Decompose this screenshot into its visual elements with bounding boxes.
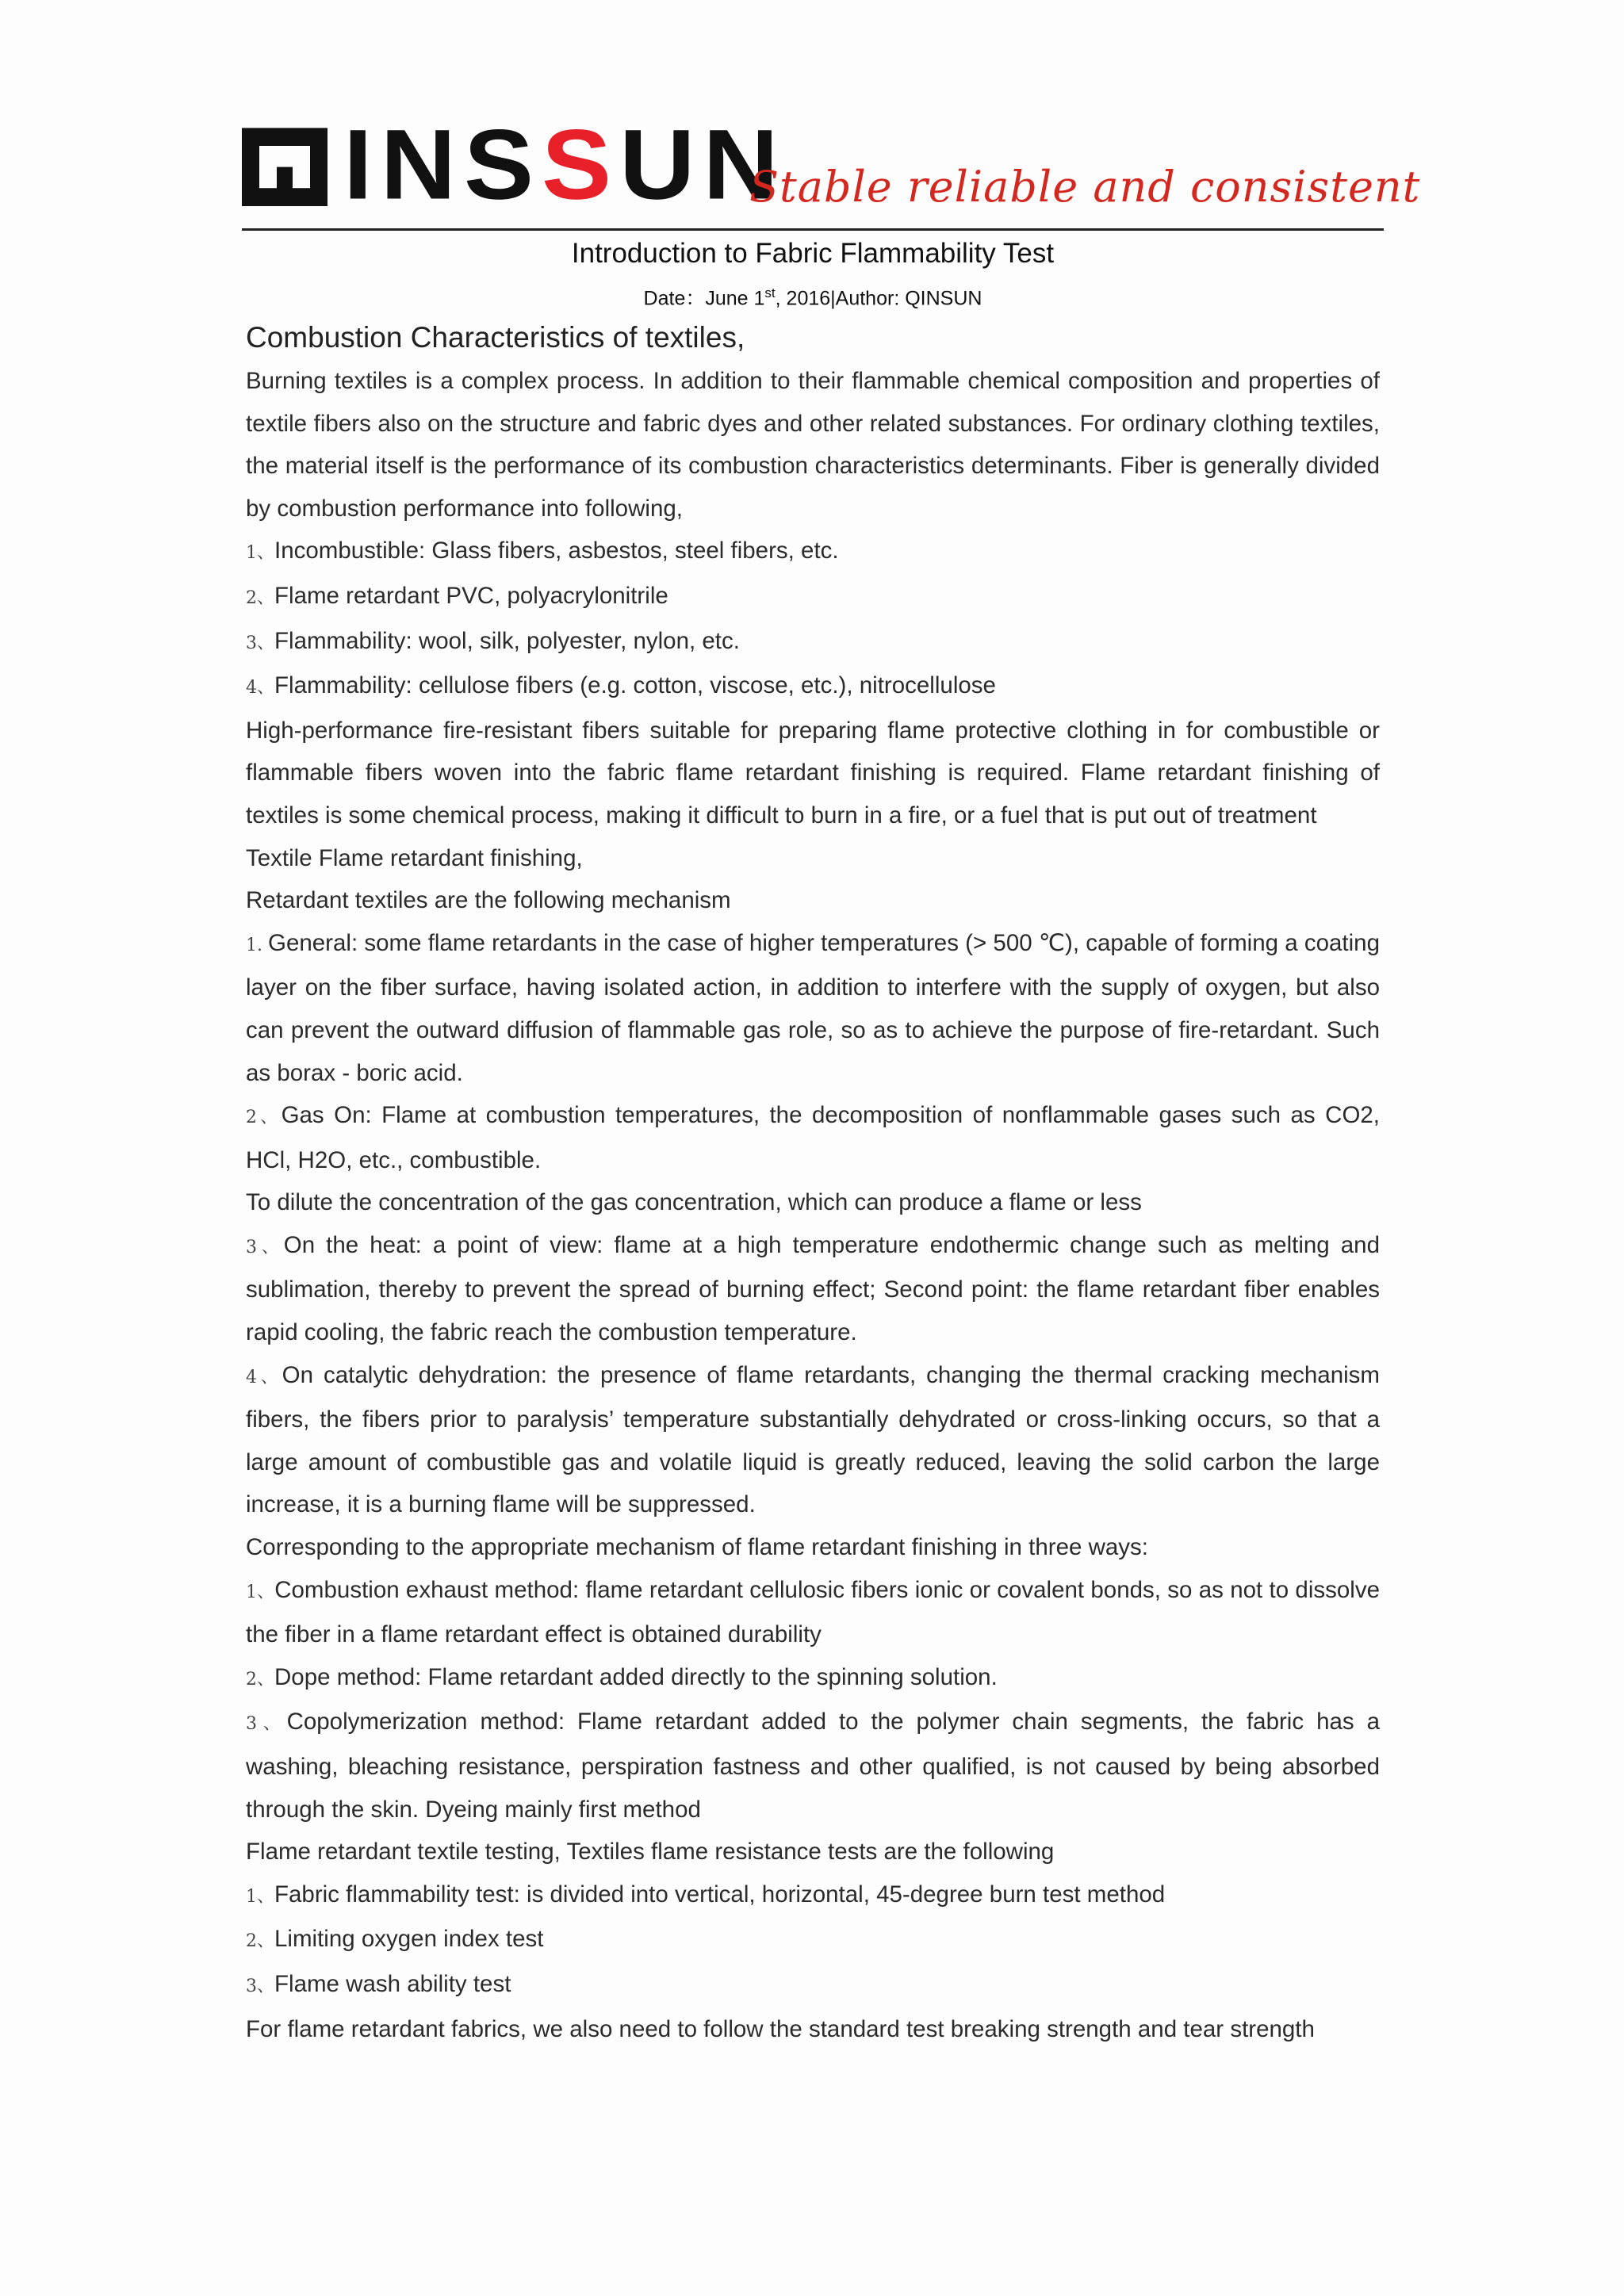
list-number: 2、 bbox=[246, 1669, 274, 1689]
paragraph-text: Burning textiles is a complex process. In addition to their flammable chemical composition and properties of textile fibers also on the structure and fabric dyes and other related substances. For ordinary clothing textiles, the material itself is the performance of its combustion characteristics determinants. Fiber is generally divided by combustion performance into following, bbox=[246, 368, 1380, 522]
list-number: 1、 bbox=[246, 1886, 274, 1907]
paragraph-text: Combustion exhaust method: flame retardant cellulosic fibers ionic or covalent bonds, so as not to dissolve the fiber in a flame retardant effect is obtained durability bbox=[246, 1576, 1380, 1648]
body-paragraph bbox=[246, 1526, 1380, 1569]
body-paragraph bbox=[246, 360, 1380, 530]
meta-author: , 2016|Author: QINSUN bbox=[775, 287, 982, 310]
page-header bbox=[242, 109, 1421, 222]
body-paragraph bbox=[246, 837, 1380, 880]
list-number: 1、 bbox=[246, 1582, 275, 1602]
paragraph-text: Copolymerization method: Flame retardant added to the polymer chain segments, the fabric has a washing, bleaching resistance, perspiration fastness and other qualified, is not caused by being absorbed through the skin. Dyeing mainly first method bbox=[246, 1709, 1381, 1823]
document-title: Introduction to Fabric Flammability Test bbox=[571, 238, 1055, 269]
paragraph-text: General: some flame retardants in the case of higher temperatures (> 500 ℃), capable of forming a coating layer on the fiber surface, having isolated action, in addition to interfere with the supply of oxygen, but also can prevent the outward diffusion of flammable gas role, so as to achieve the purpose of fire-retardant. Such as borax - boric acid. bbox=[246, 929, 1380, 1086]
list-number: 2、 bbox=[246, 587, 274, 608]
logo-text-2: UN bbox=[619, 109, 787, 220]
list-number: 1、 bbox=[246, 543, 274, 564]
meta-date: Date：June 1 bbox=[643, 287, 765, 310]
paragraph-text: Flammability: wool, silk, polyester, nylon, etc. bbox=[274, 627, 740, 654]
body-paragraph bbox=[246, 1354, 1380, 1526]
body-paragraph bbox=[246, 1831, 1380, 1873]
paragraph-text: Flammability: cellulose fibers (e.g. cotton, viscose, etc.), nitrocellulose bbox=[274, 672, 996, 699]
body-paragraph bbox=[246, 1224, 1380, 1354]
logo-text-1: INS bbox=[343, 109, 542, 220]
body-paragraph bbox=[246, 710, 1380, 837]
list-number: 3、 bbox=[246, 1714, 287, 1735]
paragraph-text: Corresponding to the appropriate mechanism of flame retardant finishing in three ways: bbox=[246, 1534, 1148, 1561]
body-paragraph bbox=[246, 879, 1380, 922]
body-paragraph bbox=[246, 1569, 1380, 1656]
list-number: 4、 bbox=[246, 678, 274, 698]
paragraph-text: Gas On: Flame at combustion temperatures, the decomposition of nonflammable gases such as CO2, HCl, H2O, etc., combustible. bbox=[246, 1102, 1380, 1173]
section-heading: Combustion Characteristics of textiles, bbox=[246, 321, 745, 354]
list-number: 3、 bbox=[246, 1237, 284, 1257]
list-number: 4、 bbox=[246, 1367, 282, 1387]
document-meta bbox=[242, 279, 1384, 312]
body-paragraph bbox=[246, 922, 1380, 1094]
paragraph-text: To dilute the concentration of the gas concentration, which can produce a flame or less bbox=[246, 1189, 1142, 1216]
paragraph-text: Flame retardant textile testing, Textiles flame resistance tests are the following bbox=[246, 1839, 1055, 1866]
list-number: 2、 bbox=[246, 1931, 274, 1952]
paragraph-text: Flame retardant PVC, polyacrylonitrile bbox=[274, 582, 668, 609]
paragraph-text: Flame wash ability test bbox=[274, 1970, 511, 1997]
paragraph-text: Fabric flammability test: is divided into vertical, horizontal, 45-degree burn test method bbox=[274, 1881, 1166, 1908]
body-paragraph bbox=[246, 620, 1380, 665]
meta-date-suffix: st bbox=[764, 285, 776, 300]
body-paragraph bbox=[246, 1963, 1380, 2008]
company-tagline: Stable reliable and consistent bbox=[749, 162, 1421, 212]
body-paragraph bbox=[246, 2008, 1380, 2051]
list-number: 1. bbox=[246, 935, 269, 955]
paragraph-text: For flame retardant fabrics, we also need to follow the standard test breaking strength and tear strength bbox=[246, 2015, 1315, 2042]
body-paragraph bbox=[246, 530, 1380, 575]
paragraph-text: On the heat: a point of view: flame at a high temperature endothermic change such as melting and sublimation, thereby to prevent the spread of burning effect; Second point: the flame retardant fiber enables rapid cooling, the fabric reach the combustion temperature. bbox=[246, 1231, 1380, 1346]
document-body bbox=[246, 360, 1380, 2050]
list-number: 2、 bbox=[246, 1108, 282, 1128]
body-paragraph bbox=[246, 1873, 1380, 1919]
paragraph-text: On catalytic dehydration: the presence of flame retardants, changing the thermal cracking mechanism fibers, the fibers prior to paralysis’ temperature substantially dehydrated or cross-linking occurs, so that a large amount of combustible gas and volatile liquid is greatly reduced, leaving the solid carbon the large increase, it is a burning flame will be suppressed. bbox=[246, 1361, 1380, 1518]
paragraph-text: High-performance fire-resistant fibers suitable for preparing flame protective clothing in for combustible or flammable fibers woven into the fabric flame retardant finishing is required. Flame retardant finishing of textiles is some chemical process, making it difficult to burn in a fire, or a fuel that is put out of treatment bbox=[246, 717, 1380, 828]
company-logo bbox=[242, 109, 787, 220]
body-paragraph bbox=[246, 1181, 1380, 1224]
logo-text-accent: S bbox=[542, 109, 620, 220]
body-paragraph bbox=[246, 1656, 1380, 1701]
list-number: 3、 bbox=[246, 1976, 274, 1996]
paragraph-text: Retardant textiles are the following mechanism bbox=[246, 887, 731, 914]
paragraph-text: Textile Flame retardant finishing, bbox=[246, 844, 583, 871]
header-divider bbox=[242, 228, 1384, 231]
paragraph-text: Dope method: Flame retardant added directly to the spinning solution. bbox=[274, 1663, 998, 1690]
body-paragraph bbox=[246, 1701, 1380, 1831]
paragraph-text: Incombustible: Glass fibers, asbestos, steel fibers, etc. bbox=[274, 538, 839, 564]
list-number: 3、 bbox=[246, 633, 274, 653]
paragraph-text: Limiting oxygen index test bbox=[274, 1926, 544, 1953]
body-paragraph bbox=[246, 664, 1380, 710]
body-paragraph bbox=[246, 575, 1380, 620]
body-paragraph bbox=[246, 1094, 1380, 1181]
logo-q-glyph bbox=[242, 128, 327, 206]
body-paragraph bbox=[246, 1918, 1380, 1963]
